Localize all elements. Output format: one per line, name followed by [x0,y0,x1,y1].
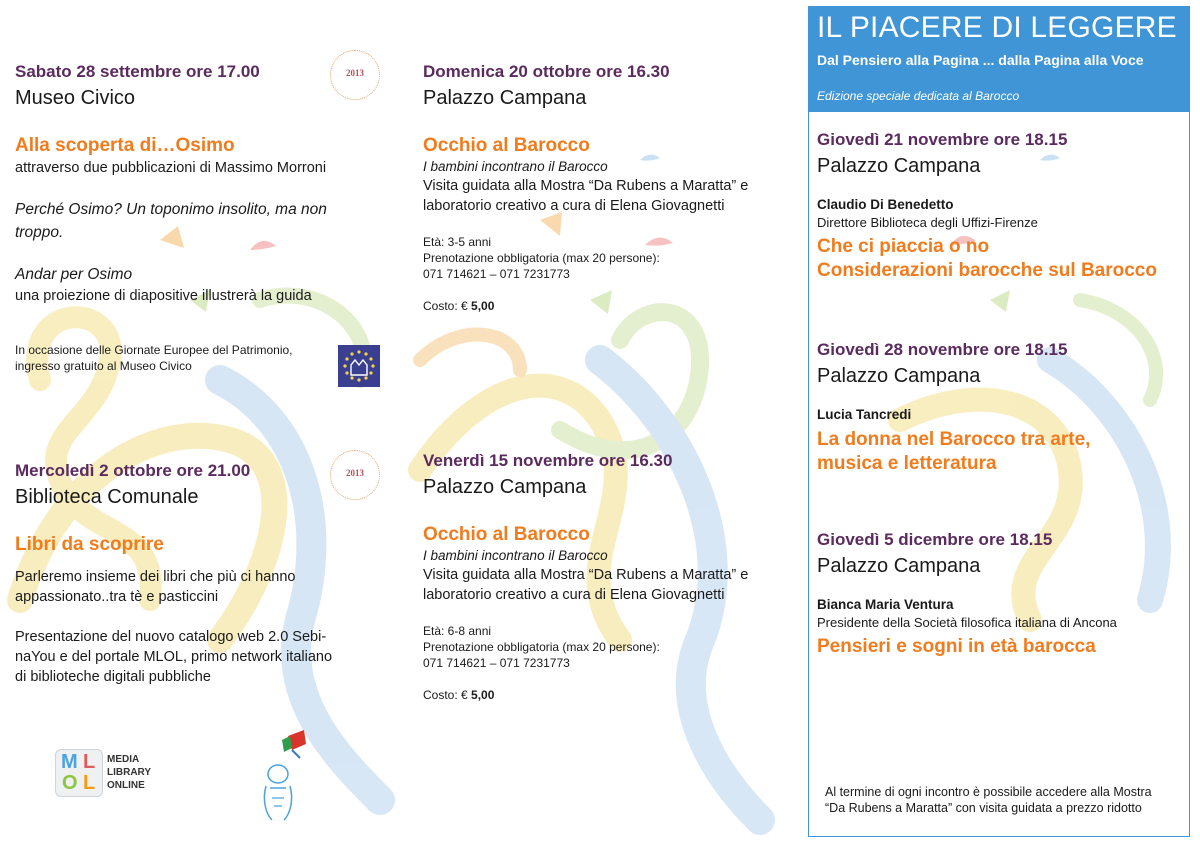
event-cost: Costo: € 5,00 [423,688,495,702]
book-title-2: Andar per Osimo [15,266,133,283]
book-title-1: Perché Osimo? Un toponimo insolito, ma non troppo. [15,201,327,241]
speaker-name: Claudio Di Benedetto [817,197,954,212]
event-subtitle: I bambini incontrano il Barocco [423,548,608,563]
event-title: Libri da scoprire [15,534,164,555]
event-osimo [15,62,375,374]
book-desc-2: una proiezione di diapositive illustrerà la guida [15,288,312,304]
event-date: Giovedì 21 novembre ore 18.15 [817,130,1068,149]
event-place: Palazzo Campana [423,87,587,109]
event-date: Domenica 20 ottobre ore 16.30 [423,62,670,81]
speaker-name: Lucia Tancredi [817,407,912,422]
speaker-role: Direttore Biblioteca degli Uffizi-Firenze [817,215,1038,230]
event-occhio-1 [423,62,793,314]
event-benedetto [817,130,1182,283]
header-banner [808,6,1190,112]
header-subtitle: Dal Pensiero alla Pagina ... dalla Pagina alla Voce [817,52,1144,68]
event-date: Giovedì 5 dicembre ore 18.15 [817,530,1053,549]
speaker-name: Bianca Maria Ventura [817,597,954,612]
event-desc-2: Presentazione del nuovo catalogo web 2.0 Sebi- naYou e del portale MLOL, primo network italiano di biblioteche digitali pubbliche [15,629,333,685]
event-date: Mercoledì 2 ottobre ore 21.00 [15,461,251,480]
talk-title: Pensieri e sogni in età barocca [817,636,1096,657]
talk-title: La donna nel Barocco tra arte, musica e letteratura [817,429,1091,474]
talk-title: Che ci piaccia o no Considerazioni barocche sul Barocco [817,236,1157,281]
event-libri [15,461,385,687]
header-title: IL PIACERE DI LEGGERE [817,11,1177,44]
header-edition: Edizione speciale dedicata al Barocco [817,89,1020,103]
reader-illustration [252,728,312,824]
event-title: Occhio al Barocco [423,135,590,156]
event-desc: Visita guidata alla Mostra “Da Rubens a Maratta” e laboratorio creativo a cura di Elena Giovagnetti [423,567,749,603]
bibliocelle-logo-1: 2013 [330,50,380,100]
european-heritage-logo [338,345,380,387]
speaker-role: Presidente della Società filosofica italiana di Ancona [817,615,1117,630]
event-title: Alla scoperta di…Osimo [15,135,235,156]
event-desc: Parleremo insieme dei libri che più ci hanno appassionato..tra tè e pasticcini [15,569,296,605]
event-place: Museo Civico [15,87,136,109]
event-place: Palazzo Campana [817,555,981,577]
event-desc: Visita guidata alla Mostra “Da Rubens a Maratta” e laboratorio creativo a cura di Elena Giovagnetti [423,178,749,214]
event-occhio-2 [423,451,793,703]
event-ventura [817,530,1182,659]
event-subtitle: I bambini incontrano il Barocco [423,159,608,174]
event-cost: Costo: € 5,00 [423,299,495,313]
event-desc: attraverso due pubblicazioni di Massimo Morroni [15,160,327,176]
event-date: Giovedì 28 novembre ore 18.15 [817,340,1068,359]
star-circle-icon [338,345,380,387]
event-booking: Età: 3-5 anni Prenotazione obbligatoria (max 20 persone): 071 714621 – 071 7231773 [423,235,660,281]
event-tancredi [817,340,1182,476]
event-place: Palazzo Campana [817,155,981,177]
event-place: Palazzo Campana [423,476,587,498]
event-place: Palazzo Campana [817,365,981,387]
event-title: Occhio al Barocco [423,524,590,545]
bibliocelle-logo-2: 2013 [330,450,380,500]
event-date: Venerdì 15 novembre ore 16.30 [423,451,673,470]
footer-note: Al termine di ogni incontro è possibile accedere alla Mostra “Da Rubens a Maratta” con visita guidata a prezzo ridotto [825,785,1152,815]
event-date: Sabato 28 settembre ore 17.00 [15,62,260,81]
event-place: Biblioteca Comunale [15,486,199,508]
heritage-note: In occasione delle Giornate Europee del Patrimonio, ingresso gratuito al Museo Civico [15,343,293,373]
event-booking: Età: 6-8 anni Prenotazione obbligatoria (max 20 persone): 071 714621 – 071 7231773 [423,624,660,670]
